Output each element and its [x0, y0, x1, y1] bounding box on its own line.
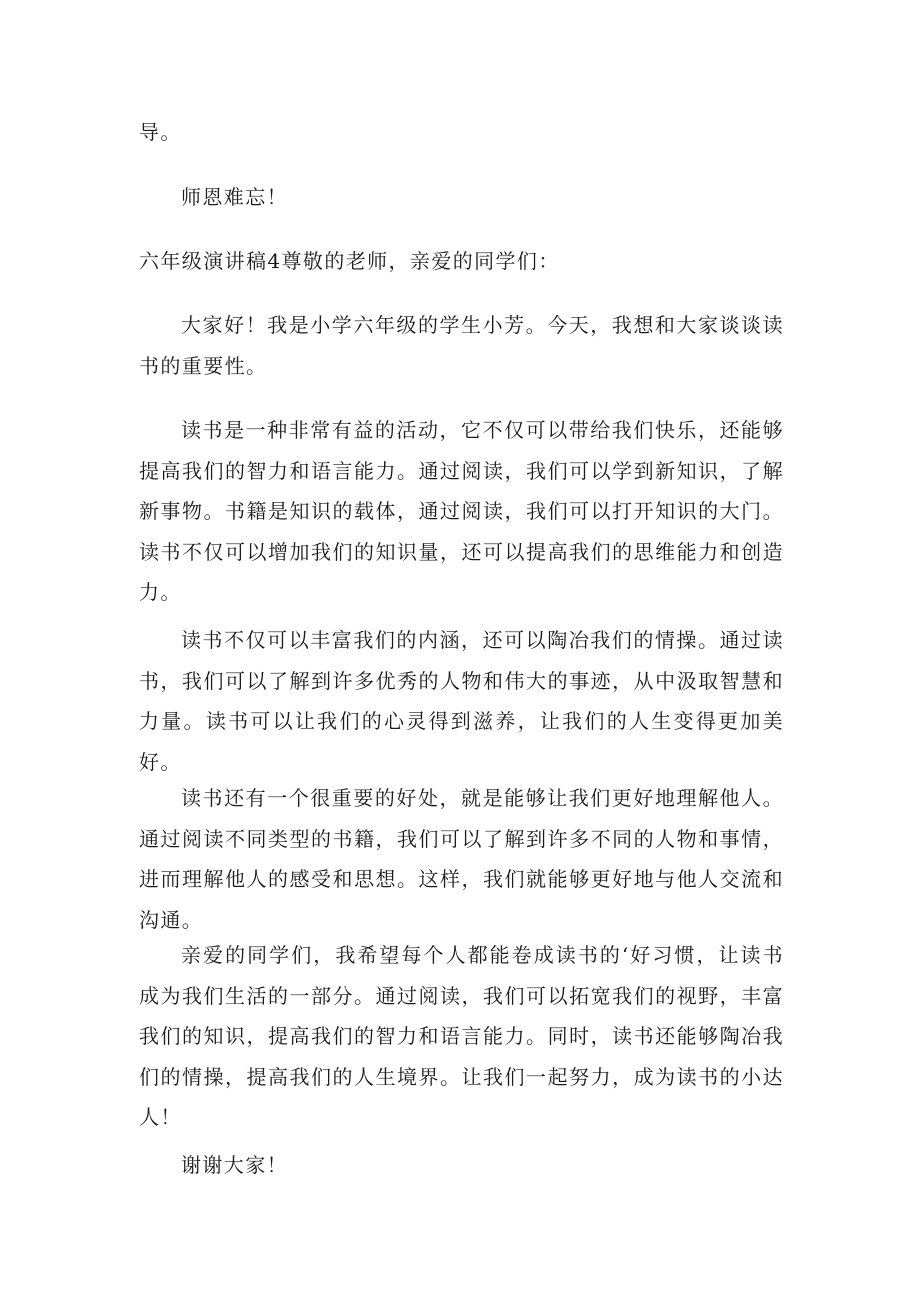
thanks-line: 谢谢大家！ [181, 1153, 288, 1177]
paragraph-understanding: 读书还有一个很重要的好处，就是能够让我们更好地理解他人。通过阅读不同类型的书籍，我们可以了解到许多不同的人物和事情，进而理解他人的感受和思想。这样，我们就能够更好地与他人交流和沟通。 [139, 786, 784, 932]
paragraph-appeal: 亲爱的同学们，我希望每个人都能卷成读书的‘好习惯，让读书成为我们生活的一部分。通过阅读，我们可以拓宽我们的视野，丰富我们的知识，提高我们的智力和语言能力。同时，读书还能够陶冶我们的情操，提高我们的人生境界。让我们一起努力，成为读书的小达人！ [139, 943, 784, 1129]
paragraph-benefits: 读书是一种非常有益的活动，它不仅可以带给我们快乐，还能够提高我们的智力和语言能力。通过阅读，我们可以学到新知识，了解新事物。书籍是知识的载体，通过阅读，我们可以打开知识的大门。读书不仅可以增加我们的知识量，还可以提高我们的思维能力和创造力。 [139, 418, 784, 604]
paragraph-character: 读书不仅可以丰富我们的内涵，还可以陶冶我们的情操。通过读书，我们可以了解到许多优秀的人物和伟大的事迹，从中汲取智慧和力量。读书可以让我们的心灵得到滋养，让我们的人生变得更加美好。 [139, 628, 784, 774]
continuation-text: 导。 [139, 120, 182, 144]
speech-title-line: 六年级演讲稿4尊敬的老师，亲爱的同学们： [139, 249, 560, 273]
closing-line: 师恩难忘！ [181, 185, 288, 209]
paragraph-greeting: 大家好！我是小学六年级的学生小芳。今天，我想和大家谈谈读书的重要性。 [139, 313, 784, 378]
